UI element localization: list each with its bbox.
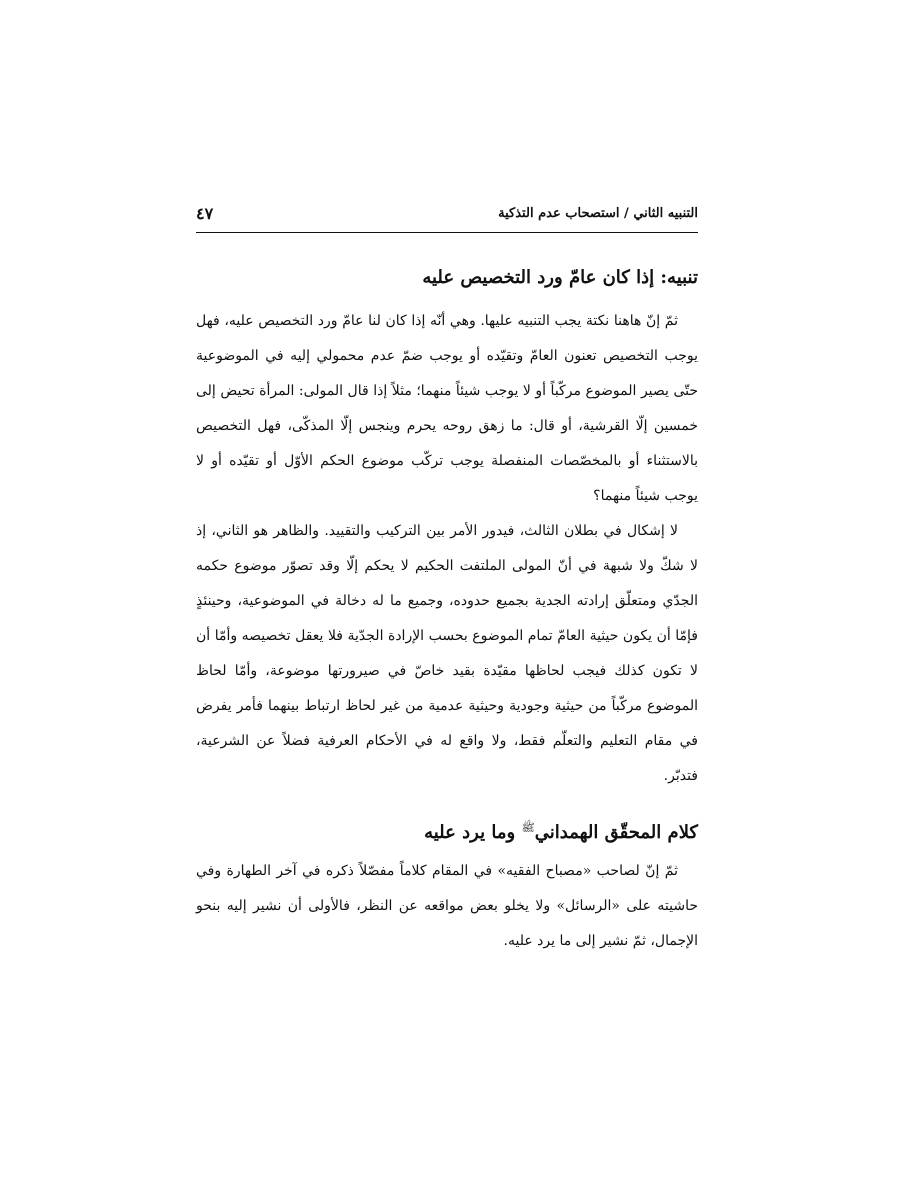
paragraph: لا إشكال في بطلان الثالث، فيدور الأمر بين التركيب والتقييد. والظاهر هو الثاني، إذ لا شكّ ولا شبهة في أنّ المولى الملتفت الحكيم لا يحكم إلّا وقد تصوّر موضوع حكمه الجدّي ومتعلّق إرادته الجدية بجميع حدوده، وجميع ما له دخالة في الموضوعية، وحينئذٍ فإمّا أن يكون حيثية العامّ تمام الموضوع بحسب الإرادة الجدّية فلا يعقل تخصيصه وأمّا أن لا تكون كذلك فيجب لحاظها مقيّدة بقيد خاصّ في صيرورتها موضوعة، وأمّا لحاظ الموضوع مركّباً من حيثية وجودية وحيثية عدمية من غير لحاظ ارتباط بينهما فأمر يفرض في مقام التعليم والتعلّم فقط، ولا واقع له في الأحكام العرفية فضلاً عن الشرعية، فتدبّر. — [196, 523, 699, 784]
paragraph: ثمّ إنّ لصاحب «مصباح الفقيه» في المقام كلاماً مفصّلاً ذكره في آخر الطهارة وفي حاشيته على «الرسائل» ولا يخلو بعض مواقعه عن النظر، فالأولى أن نشير إليه بنحو الإجمال، ثمّ نشير إلى ما يرد عليه. — [196, 863, 698, 949]
body-text — [196, 258, 698, 959]
section-heading-text-suffix: وما يرد عليه — [424, 822, 522, 843]
running-header-title: التنبيه الثاني / استصحاب عدم التذكية — [498, 206, 698, 221]
page-number: ٤٧ — [196, 204, 214, 223]
section-heading: تنبيه: إذا كان عامّ ورد التخصيص عليه — [422, 267, 698, 288]
section-spacer — [196, 794, 698, 808]
section-heading-text: كلام المحقّق الهمداني — [534, 822, 698, 843]
paragraph: ثمّ إنّ هاهنا نكتة يجب التنبيه عليها. وهي أنّه إذا كان لنا عامّ ورد التخصيص عليه، فهل يوجب التخصيص تعنون العامّ وتقيّده أو يوجب ضمّ عدم محمولي إليه في الموضوعية حتّى يصير الموضوع مركّباً أو لا يوجب شيئاً منهما؛ مثلاً إذا قال المولى: المرأة تحيض إلى خمسين إلّا القرشية، أو قال: ما زهق روحه يحرم وينجس إلّا المذكّى، فهل التخصيص بالاستثناء أو بالمخصّصات المنفصلة يوجب تركّب موضوع الحكم الأوّل أو تقيّده أو لا يوجب شيئاً منهما؟ — [196, 313, 698, 504]
honorific-mark: ﷺ — [521, 821, 535, 834]
running-header — [196, 200, 698, 233]
section-heading — [196, 808, 698, 854]
